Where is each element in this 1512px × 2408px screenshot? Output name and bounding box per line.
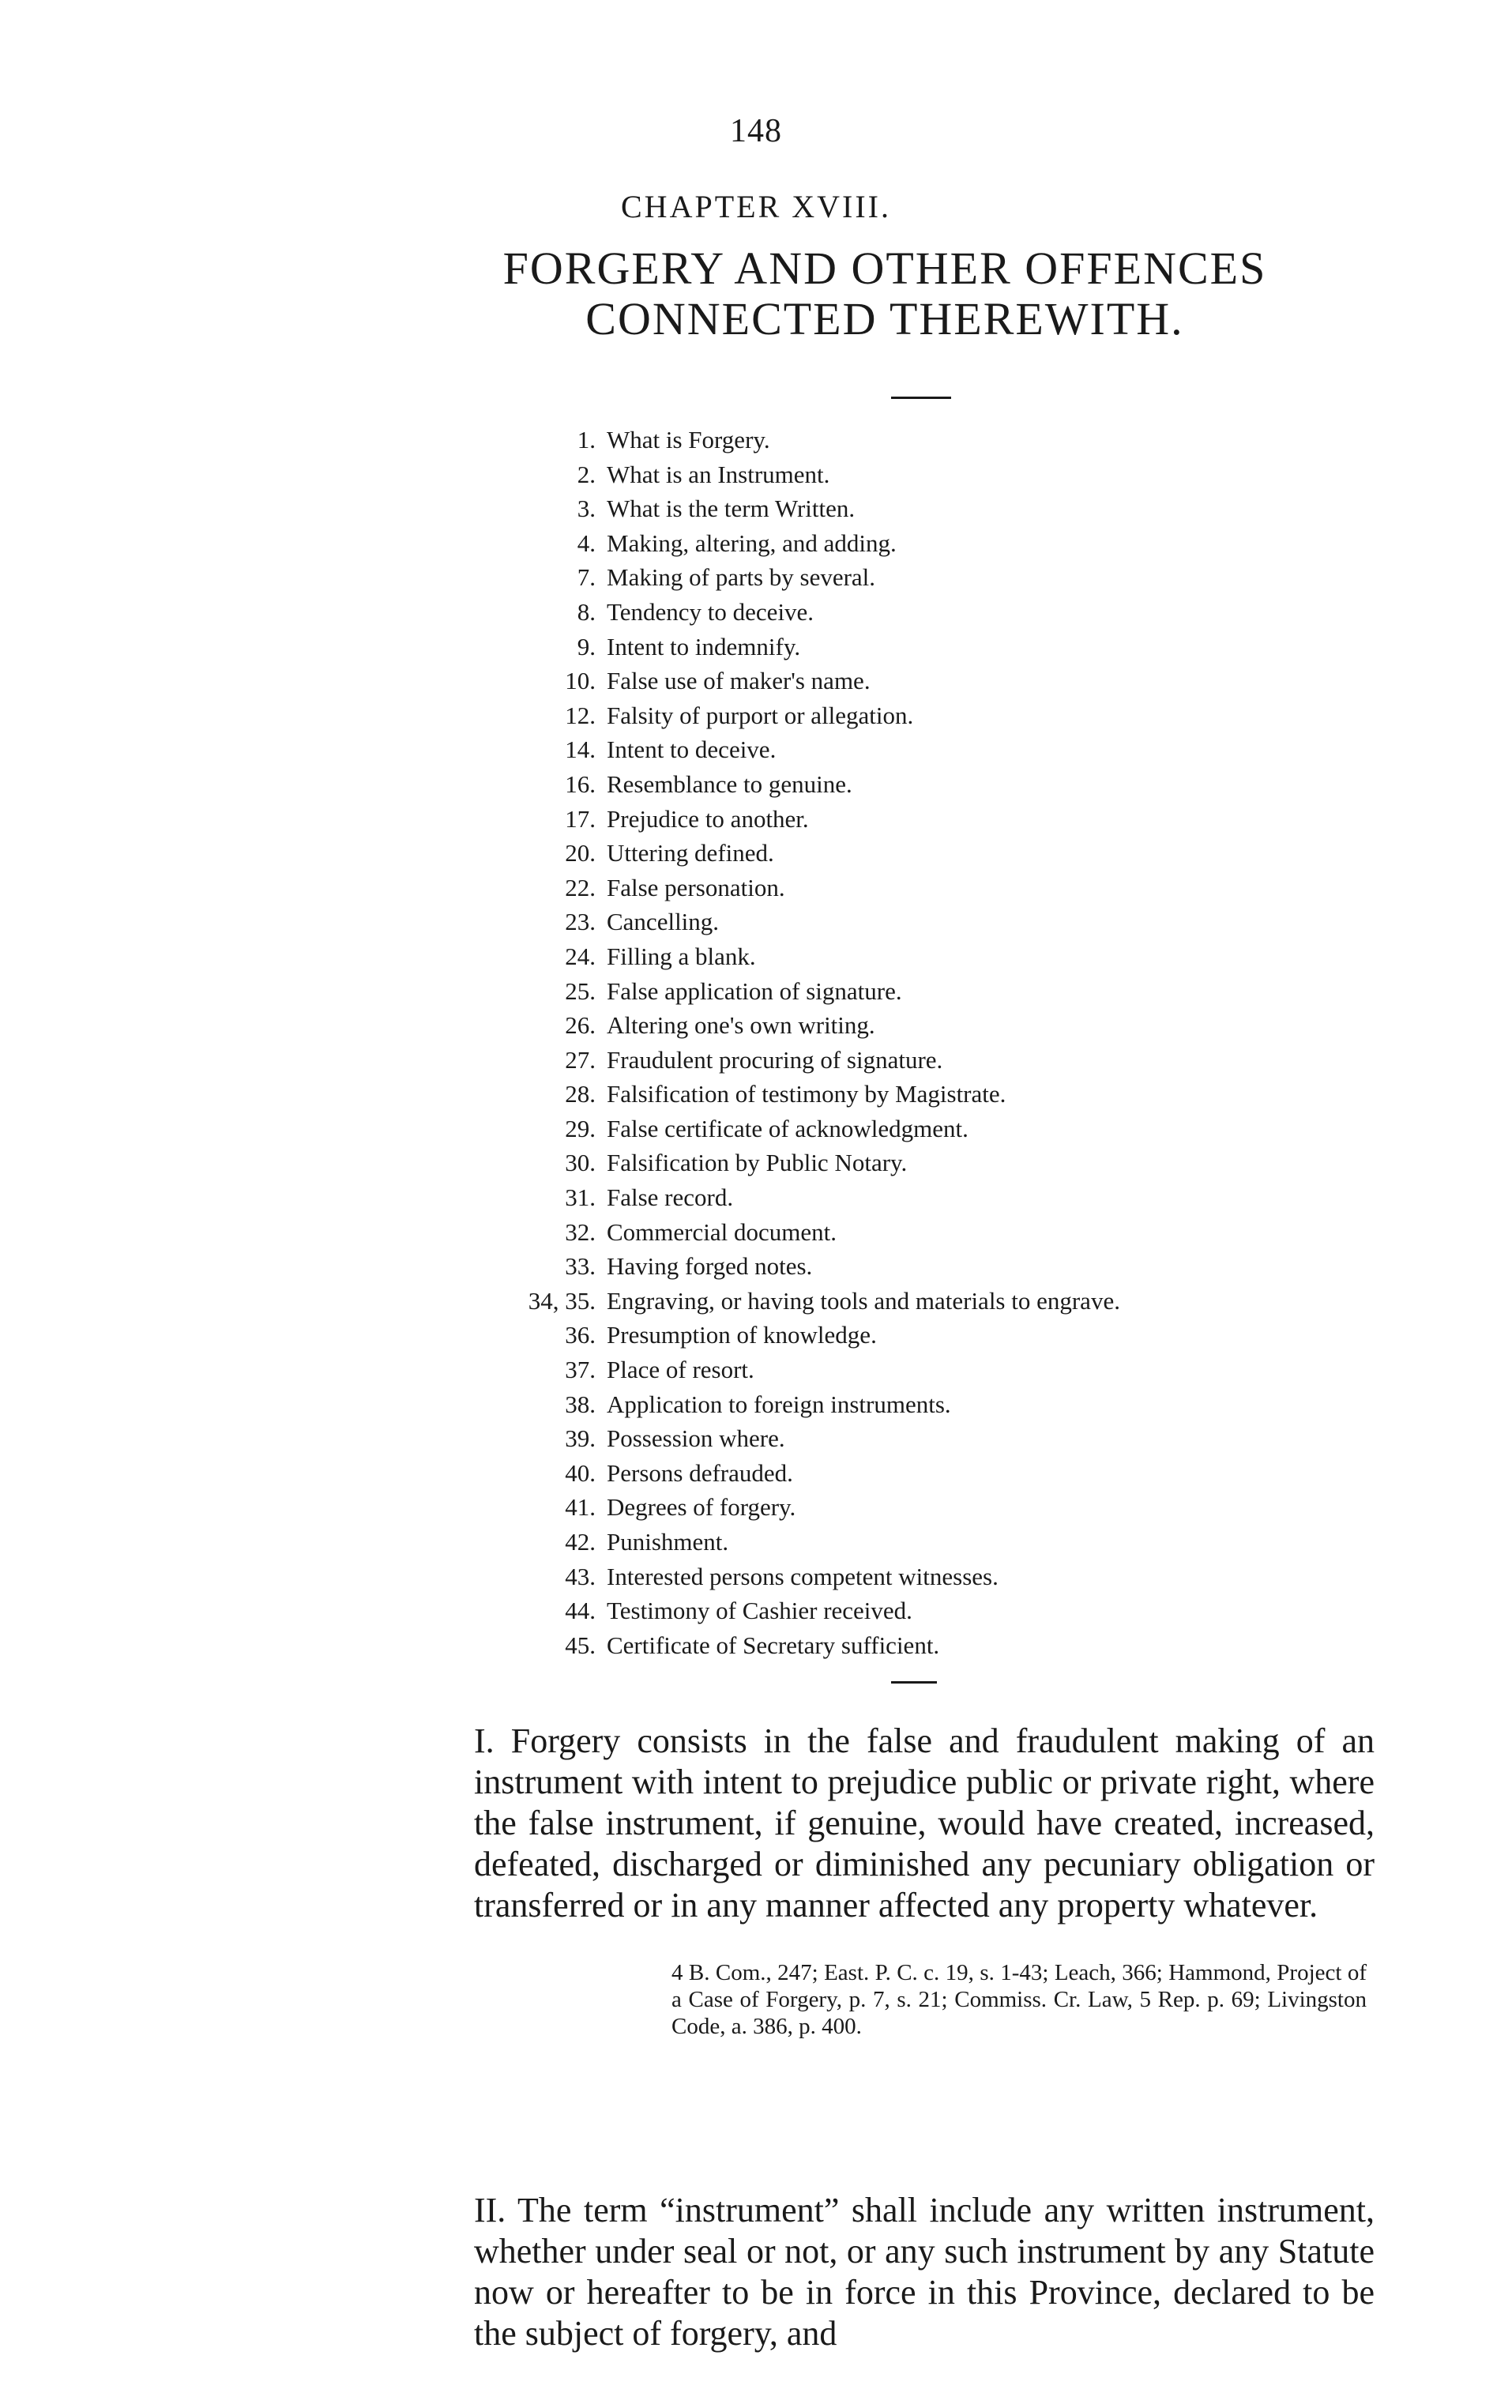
contents-item-text: Tendency to deceive. — [607, 597, 814, 626]
divider-rule — [891, 397, 951, 399]
contents-item — [521, 974, 1375, 1009]
contents-item-text: Possession where. — [607, 1424, 785, 1453]
contents-item-number: 22. — [565, 873, 596, 901]
contents-item-number: 4. — [577, 529, 596, 557]
contents-item-text: Testimony of Cashier received. — [607, 1597, 912, 1625]
contents-item-number: 8. — [577, 597, 596, 626]
contents-item — [521, 664, 1375, 698]
contents-item — [521, 1112, 1375, 1146]
contents-item-number: 27. — [565, 1045, 596, 1074]
contents-item-number: 12. — [565, 701, 596, 729]
contents-item — [521, 1593, 1375, 1628]
citation-section-1: 4 B. Com., 247; East. P. C. c. 19, s. 1-43; Leach, 366; Hammond, Project of a Case of Forgery, p. 7, s. 21; Commiss. Cr. Law, 5 Rep. p. 69; Livingston Code, a. 386, p. 400. — [671, 1960, 1367, 2039]
contents-item-number: 33. — [565, 1252, 596, 1281]
contents-item-text: False application of signature. — [607, 976, 902, 1005]
contents-item — [521, 1560, 1375, 1594]
contents-item-text: Certificate of Secretary sufficient. — [607, 1631, 940, 1659]
contents-item-number: 26. — [565, 1011, 596, 1040]
contents-item — [521, 767, 1375, 802]
contents-item-number: 16. — [565, 769, 596, 798]
contents-item-text: Intent to deceive. — [607, 736, 777, 764]
contents-item-number: 14. — [565, 736, 596, 764]
contents-item-text: Having forged notes. — [607, 1252, 813, 1281]
contents-item-number: 1. — [577, 426, 596, 453]
contents-item-number: 41. — [565, 1493, 596, 1522]
contents-item — [521, 560, 1375, 595]
divider-rule-ornament — [891, 1681, 937, 1684]
contents-item-number: 42. — [565, 1528, 596, 1556]
contents-item-number: 45. — [565, 1631, 596, 1659]
contents-item — [521, 836, 1375, 871]
contents-item-text: Interested persons competent witnesses. — [607, 1562, 999, 1590]
contents-item-number: 2. — [577, 460, 596, 488]
contents-item — [521, 1215, 1375, 1250]
contents-item — [521, 905, 1375, 939]
contents-item — [521, 1525, 1375, 1560]
contents-item-number: 24. — [565, 942, 596, 970]
contents-item — [521, 1146, 1375, 1180]
contents-item-text: Filling a blank. — [607, 942, 756, 970]
contents-item — [521, 802, 1375, 837]
contents-item-text: Falsification of testimony by Magistrate. — [607, 1080, 1006, 1108]
contents-item-number: 30. — [565, 1149, 596, 1177]
contents-item — [521, 491, 1375, 526]
contents-item — [521, 1490, 1375, 1525]
contents-item — [521, 1180, 1375, 1215]
contents-item — [521, 457, 1375, 492]
contents-item — [521, 526, 1375, 561]
paragraph-section-2: II. The term “instrument” shall include any written instrument, whether under seal or not, or any such instrument by any Statute now or hereafter to be in force in this Province, declared to be the subject of forgery, and — [474, 2191, 1375, 2353]
contents-item-text: Cancelling. — [607, 908, 720, 936]
contents-item-text: Persons defrauded. — [607, 1458, 793, 1487]
contents-item-text: False personation. — [607, 873, 785, 901]
contents-item-number: 7. — [577, 563, 596, 592]
contents-item — [521, 732, 1375, 767]
contents-item — [521, 1353, 1375, 1387]
contents-item-text: Falsification by Public Notary. — [607, 1149, 908, 1177]
contents-item-text: Fraudulent procuring of signature. — [607, 1045, 943, 1074]
contents-item-number: 23. — [565, 908, 596, 936]
contents-item-text: Making of parts by several. — [607, 563, 876, 592]
contents-item-text: Engraving, or having tools and materials to engrave. — [607, 1286, 1120, 1315]
contents-item — [521, 423, 1375, 457]
contents-item-text: False record. — [607, 1183, 734, 1212]
contents-item-text: What is the term Written. — [607, 495, 856, 523]
contents-item-text: False use of maker's name. — [607, 667, 871, 695]
contents-item-text: Application to foreign instruments. — [607, 1390, 951, 1418]
contents-item-number: 25. — [565, 976, 596, 1005]
chapter-title — [442, 243, 1327, 344]
contents-item — [521, 1284, 1375, 1319]
contents-item — [521, 1628, 1375, 1663]
chapter-title-line-2: CONNECTED THEREWITH. — [585, 293, 1184, 344]
contents-item — [521, 1008, 1375, 1043]
contents-item-number: 37. — [565, 1356, 596, 1384]
chapter-heading: CHAPTER XVIII. — [621, 189, 891, 224]
contents-item-text: Presumption of knowledge. — [607, 1321, 877, 1349]
contents-item — [521, 939, 1375, 974]
contents-item-number: 29. — [565, 1114, 596, 1142]
contents-item-text: Commercial document. — [607, 1217, 837, 1246]
contents-item — [521, 1456, 1375, 1491]
page-number: 148 — [730, 113, 782, 149]
contents-item — [521, 630, 1375, 664]
contents-item-number: 10. — [565, 667, 596, 695]
contents-item-text: Resemblance to genuine. — [607, 769, 852, 798]
contents-item-text: Falsity of purport or allegation. — [607, 701, 914, 729]
contents-item-number: 36. — [565, 1321, 596, 1349]
contents-item — [521, 1387, 1375, 1422]
contents-item-number: 43. — [565, 1562, 596, 1590]
contents-item — [521, 1043, 1375, 1078]
contents-item — [521, 1421, 1375, 1456]
contents-item-number: 38. — [565, 1390, 596, 1418]
contents-item-number: 17. — [565, 804, 596, 833]
contents-item-text: Prejudice to another. — [607, 804, 809, 833]
chapter-title-line-1: FORGERY AND OTHER OFFENCES — [502, 243, 1267, 294]
contents-item-text: False certificate of acknowledgment. — [607, 1114, 969, 1142]
contents-item-text: Uttering defined. — [607, 839, 774, 867]
contents-item — [521, 1318, 1375, 1353]
contents-item-number: 40. — [565, 1458, 596, 1487]
contents-item-number: 28. — [565, 1080, 596, 1108]
contents-item-text: Making, altering, and adding. — [607, 529, 897, 557]
contents-item-text: Altering one's own writing. — [607, 1011, 875, 1040]
contents-item-number: 20. — [565, 839, 596, 867]
contents-item-number: 31. — [565, 1183, 596, 1212]
contents-item-number: 3. — [577, 495, 596, 523]
section-contents-list — [521, 423, 1375, 1662]
contents-item — [521, 698, 1375, 733]
contents-item — [521, 595, 1375, 630]
contents-item-number: 44. — [565, 1597, 596, 1625]
contents-item-text: Punishment. — [607, 1528, 729, 1556]
contents-item-text: Place of resort. — [607, 1356, 754, 1384]
contents-item-number: 34, 35. — [528, 1286, 596, 1315]
contents-item-text: Degrees of forgery. — [607, 1493, 796, 1522]
contents-item-text: Intent to indemnify. — [607, 632, 801, 660]
contents-item-number: 39. — [565, 1424, 596, 1453]
contents-item-text: What is an Instrument. — [607, 460, 830, 488]
paragraph-section-1: I. Forgery consists in the false and fraudulent making of an instrument with intent to prejudice public or private right, where the false instrument, if genuine, would have created, increased, defeated, discharged or diminished any pecuniary obligation or transferred or in any manner affected any property whatever. — [474, 1721, 1375, 1925]
contents-item — [521, 1077, 1375, 1112]
contents-item-text: What is Forgery. — [607, 426, 770, 453]
contents-item — [521, 1249, 1375, 1284]
contents-item-number: 9. — [577, 632, 596, 660]
contents-item-number: 32. — [565, 1217, 596, 1246]
contents-item — [521, 871, 1375, 905]
